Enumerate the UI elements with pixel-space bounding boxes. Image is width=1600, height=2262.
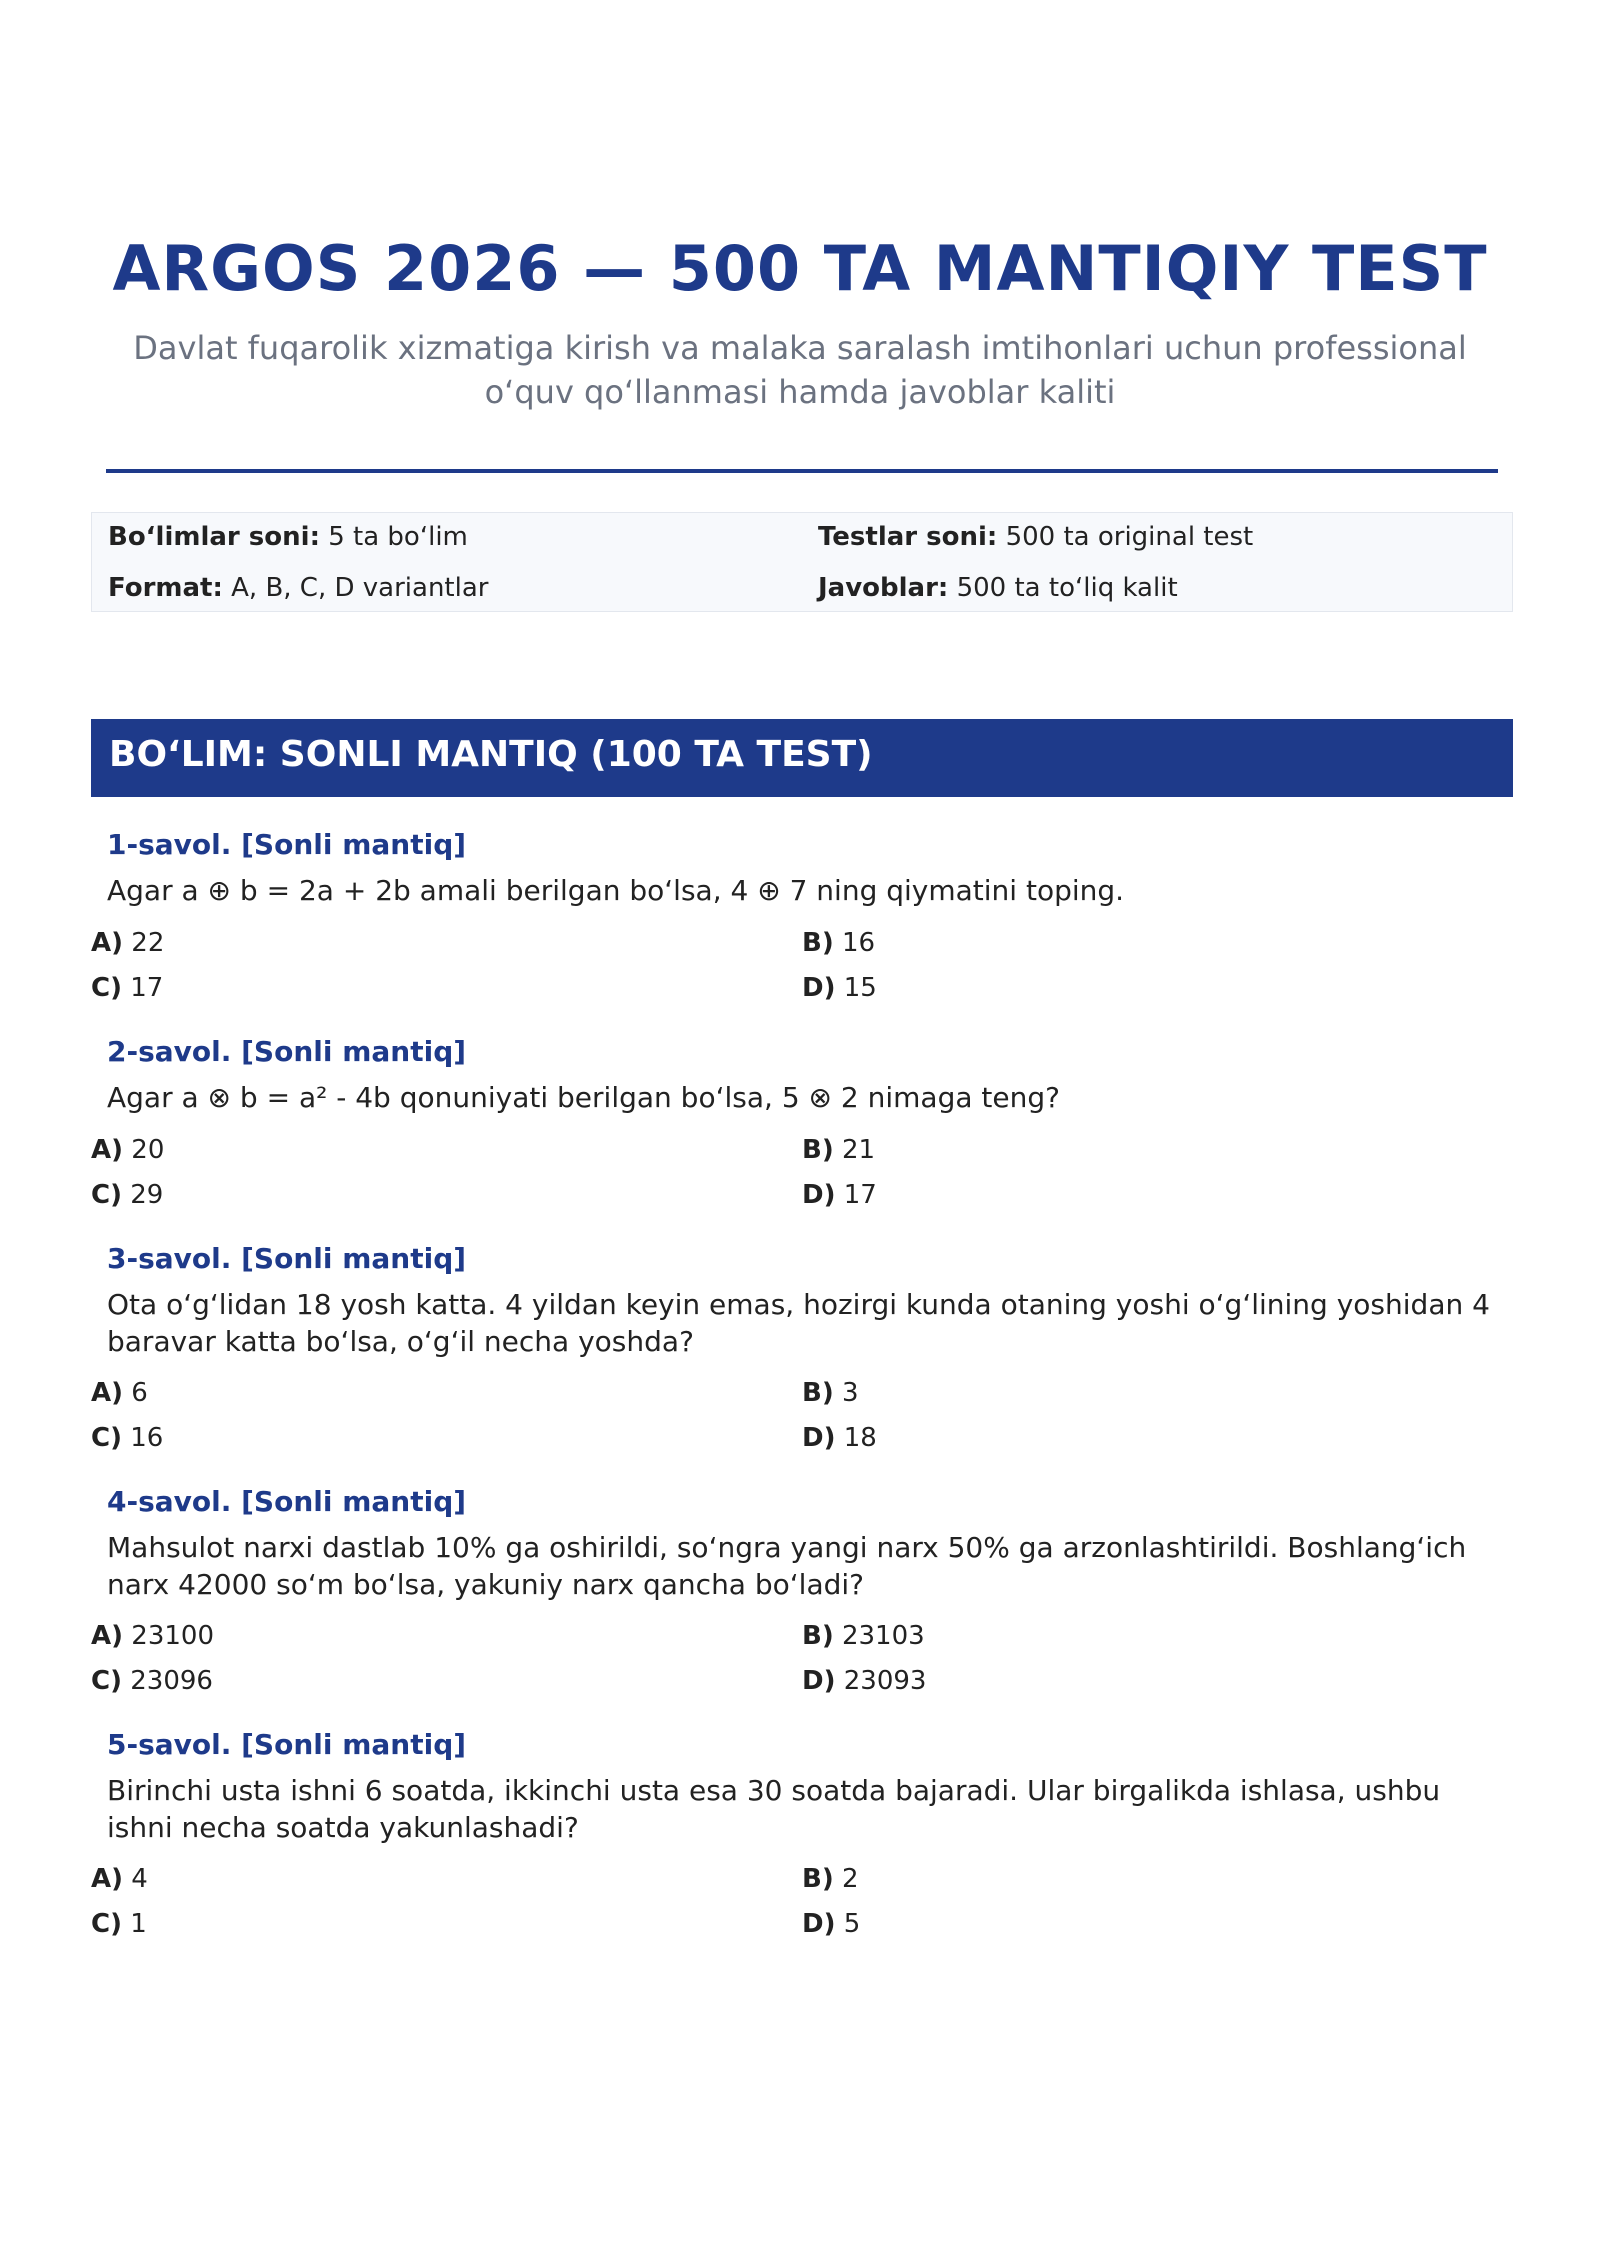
option-letter: A) — [91, 1135, 124, 1165]
option-value: 6 — [131, 1378, 148, 1408]
option-d[interactable] — [802, 973, 877, 1003]
document-subtitle — [100, 326, 1500, 414]
info-value: A, B, C, D variantlar — [231, 573, 489, 603]
info-box — [91, 512, 1513, 612]
info-label: Javoblar: — [818, 573, 949, 603]
option-a[interactable] — [91, 1621, 214, 1651]
question-heading: 1-savol. [Sonli mantiq] — [107, 828, 467, 861]
option-d[interactable] — [802, 1423, 877, 1453]
option-letter: C) — [91, 1423, 122, 1453]
option-value: 16 — [841, 928, 876, 958]
option-a[interactable] — [91, 1864, 148, 1894]
option-c[interactable] — [91, 1180, 163, 1210]
option-letter: A) — [91, 1378, 124, 1408]
option-letter: D) — [802, 1423, 836, 1453]
option-value: 22 — [131, 928, 165, 958]
option-letter: B) — [802, 928, 834, 958]
option-d[interactable] — [802, 1180, 877, 1210]
info-value: 500 ta original test — [1005, 522, 1254, 552]
option-value: 15 — [843, 973, 877, 1003]
option-letter: C) — [91, 1909, 122, 1939]
option-value: 29 — [130, 1180, 164, 1210]
question-heading: 2-savol. [Sonli mantiq] — [107, 1035, 467, 1068]
subtitle-line: Davlat fuqarolik xizmatiga kirish va malaka saralash imtihonlari uchun professional — [133, 329, 1467, 367]
option-value: 21 — [841, 1135, 876, 1165]
option-value: 3 — [841, 1378, 859, 1408]
option-value: 1 — [130, 1909, 147, 1939]
option-d[interactable] — [802, 1666, 926, 1696]
option-value: 23096 — [130, 1666, 213, 1696]
question-heading: 4-savol. [Sonli mantiq] — [107, 1485, 467, 1518]
option-value: 16 — [130, 1423, 164, 1453]
question-text: Ota o‘g‘lidan 18 yosh katta. 4 yildan keyin emas, hozirgi kunda otaning yoshi o‘g‘lining yoshidan 4 baravar katta bo‘lsa, o‘g‘il necha yoshda? — [107, 1288, 1490, 1358]
option-letter: C) — [91, 973, 122, 1003]
option-b[interactable] — [802, 1864, 859, 1894]
question-text: Mahsulot narxi dastlab 10% ga oshirildi, so‘ngra yangi narx 50% ga arzonlashtirildi. Boshlang‘ich narx 42000 so‘m bo‘lsa, yakuniy narx qancha bo‘ladi? — [107, 1531, 1467, 1601]
info-label: Format: — [108, 573, 223, 603]
document-title: ARGOS 2026 — 500 TA MANTIQIY TEST — [112, 232, 1488, 305]
option-letter: A) — [91, 1621, 124, 1651]
option-letter: B) — [802, 1864, 834, 1894]
option-c[interactable] — [91, 1909, 147, 1939]
question-heading: 5-savol. [Sonli mantiq] — [107, 1728, 467, 1761]
option-value: 20 — [131, 1135, 165, 1165]
option-value: 17 — [130, 973, 164, 1003]
info-answers — [818, 573, 1178, 603]
info-label: Testlar soni: — [818, 522, 998, 552]
section-header — [91, 719, 1513, 797]
option-letter: D) — [802, 973, 836, 1003]
question-text: Agar a ⊕ b = 2a + 2b amali berilgan bo‘lsa, 4 ⊕ 7 ning qiymatini toping. — [107, 874, 1125, 907]
option-b[interactable] — [802, 928, 875, 958]
question-text: Birinchi usta ishni 6 soatda, ikkinchi usta esa 30 soatda bajaradi. Ular birgalikda ishlasa, ushbu ishni necha soatda yakunlashadi? — [107, 1774, 1441, 1844]
option-letter: B) — [802, 1135, 834, 1165]
option-letter: A) — [91, 928, 124, 958]
question-text: Agar a ⊗ b = a² - 4b qonuniyati berilgan bo‘lsa, 5 ⊗ 2 nimaga teng? — [107, 1081, 1060, 1114]
section-title: BO‘LIM: SONLI MANTIQ (100 TA TEST) — [109, 734, 873, 775]
info-tests — [818, 522, 1253, 552]
option-value: 23093 — [843, 1666, 927, 1696]
info-value: 500 ta to‘liq kalit — [956, 573, 1178, 603]
question-heading: 3-savol. [Sonli mantiq] — [107, 1242, 467, 1275]
option-value: 4 — [131, 1864, 148, 1894]
info-sections — [108, 522, 468, 552]
option-value: 2 — [841, 1864, 859, 1894]
option-a[interactable] — [91, 1378, 148, 1408]
option-letter: D) — [802, 1666, 836, 1696]
option-b[interactable] — [802, 1135, 875, 1165]
option-c[interactable] — [91, 1423, 163, 1453]
option-letter: A) — [91, 1864, 124, 1894]
option-value: 17 — [843, 1180, 877, 1210]
subtitle-line: o‘quv qo‘llanmasi hamda javoblar kaliti — [484, 373, 1116, 411]
option-a[interactable] — [91, 928, 164, 958]
option-value: 23103 — [841, 1621, 925, 1651]
info-format — [108, 573, 488, 603]
option-letter: B) — [802, 1378, 834, 1408]
option-letter: D) — [802, 1180, 836, 1210]
title-divider — [106, 469, 1498, 473]
option-letter: B) — [802, 1621, 834, 1651]
option-value: 5 — [843, 1909, 861, 1939]
option-letter: C) — [91, 1180, 122, 1210]
info-value: 5 ta bo‘lim — [328, 522, 468, 552]
option-c[interactable] — [91, 973, 163, 1003]
info-label: Bo‘limlar soni: — [108, 522, 320, 552]
option-letter: D) — [802, 1909, 836, 1939]
option-c[interactable] — [91, 1666, 213, 1696]
option-b[interactable] — [802, 1378, 859, 1408]
option-value: 18 — [843, 1423, 877, 1453]
option-letter: C) — [91, 1666, 122, 1696]
option-d[interactable] — [802, 1909, 860, 1939]
option-a[interactable] — [91, 1135, 164, 1165]
option-b[interactable] — [802, 1621, 925, 1651]
option-value: 23100 — [131, 1621, 214, 1651]
